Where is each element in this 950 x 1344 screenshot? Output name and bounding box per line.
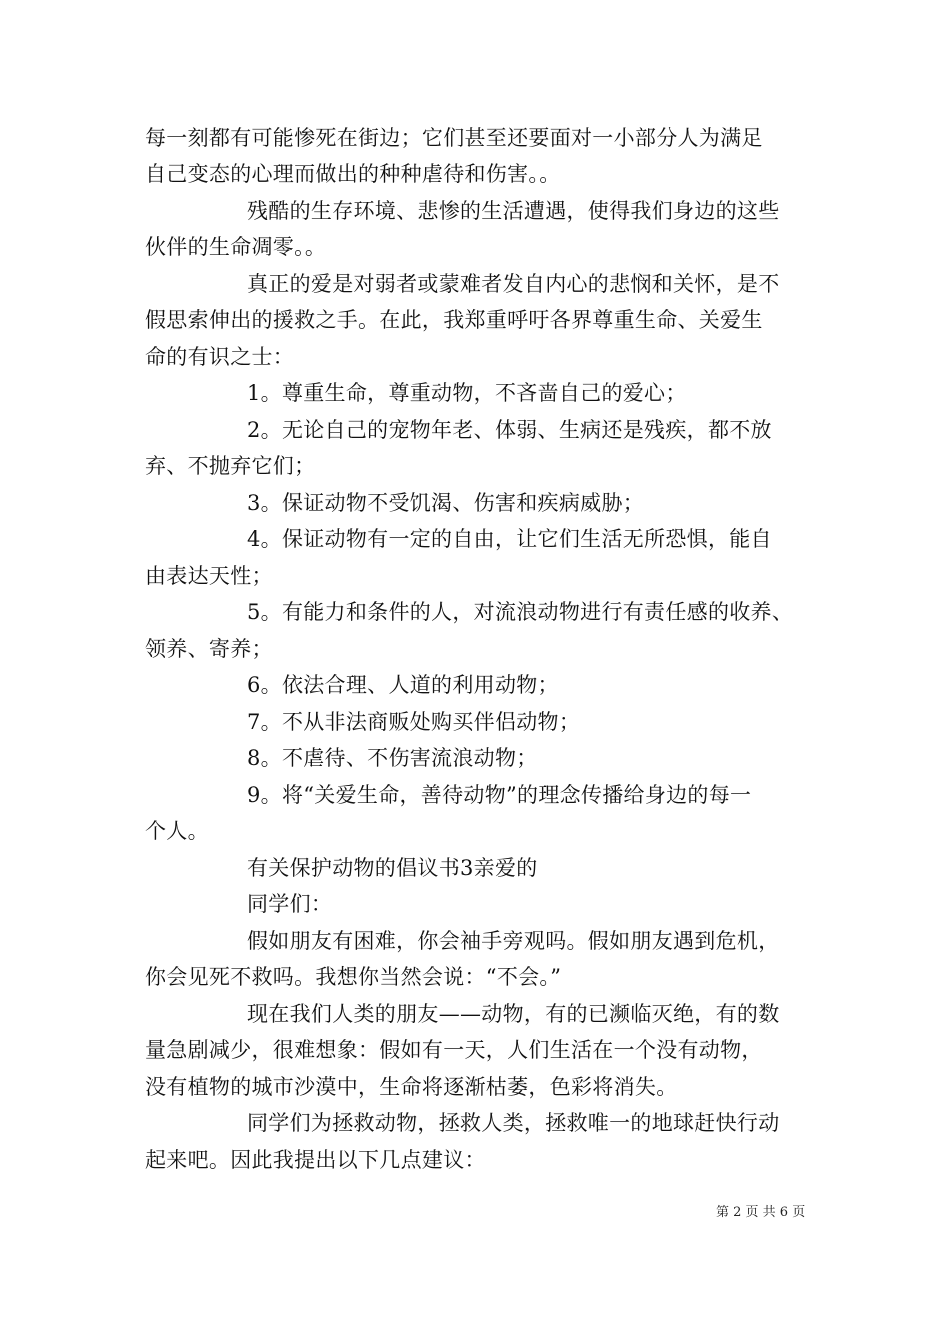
text-line: 命的有识之士： (145, 345, 295, 369)
text-line: 现在我们人类的朋友——动物，有的已濒临灭绝，有的数 (247, 1002, 780, 1026)
text-line: 量急剧减少，很难想象：假如有一天，人们生活在一个没有动物， (145, 1038, 763, 1062)
text-line: 由表达天性； (145, 564, 273, 588)
text-line: 真正的爱是对弱者或蒙难者发自内心的悲悯和关怀，是不 (247, 272, 780, 296)
text-line: 伙伴的生命凋零。。 (145, 235, 327, 259)
salutation: 同学们： (247, 892, 333, 916)
section-heading: 有关保护动物的倡议书3亲爱的 (247, 856, 538, 880)
page-number: 第 2 页 共 6 页 (716, 1205, 806, 1220)
list-item: 7。不从非法商贩处购买伴侣动物； (247, 710, 581, 734)
text-line: 起来吧。因此我提出以下几点建议： (145, 1148, 486, 1172)
list-item: 1。尊重生命，尊重动物，不吝啬自己的爱心； (247, 381, 687, 405)
text-line: 弃、不抛弃它们； (145, 454, 316, 478)
text-line: 个人。 (145, 819, 209, 843)
list-item: 8。不虐待、不伤害流浪动物； (247, 746, 538, 770)
list-item: 4。保证动物有一定的自由，让它们生活无所恐惧，能自 (247, 527, 772, 551)
list-item: 2。无论自己的宠物年老、体弱、生病还是残疾，都不放 (247, 418, 772, 442)
list-item: 5。有能力和条件的人，对流浪动物进行有责任感的收养、 (247, 600, 794, 624)
text-line: 同学们为拯救动物，拯救人类，拯救唯一的地球赶快行动 (247, 1111, 780, 1135)
text-line: 没有植物的城市沙漠中，生命将逐渐枯萎，色彩将消失。 (145, 1075, 678, 1099)
text-line: 假如朋友有困难，你会袖手旁观吗。假如朋友遇到危机， (247, 929, 780, 953)
text-line: 领养、寄养； (145, 637, 273, 661)
text-line: 自己变态的心理而做出的种种虐待和伤害。。 (145, 162, 561, 186)
text-line: 残酷的生存环境、悲惨的生活遭遇，使得我们身边的这些 (247, 199, 780, 223)
text-line: 你会见死不救吗。我想你当然会说：“不会。” (145, 965, 562, 989)
list-item: 6。依法合理、人道的利用动物； (247, 673, 559, 697)
text-line: 每一刻都有可能惨死在街边；它们甚至还要面对一小部分人为满足 (145, 126, 763, 150)
list-item: 3。保证动物不受饥渴、伤害和疾病威胁； (247, 491, 645, 515)
text-line: 假思索伸出的援救之手。在此，我郑重呼吁各界尊重生命、关爱生 (145, 308, 763, 332)
list-item: 9。将“关爱生命，善待动物”的理念传播给身边的每一 (247, 783, 752, 807)
